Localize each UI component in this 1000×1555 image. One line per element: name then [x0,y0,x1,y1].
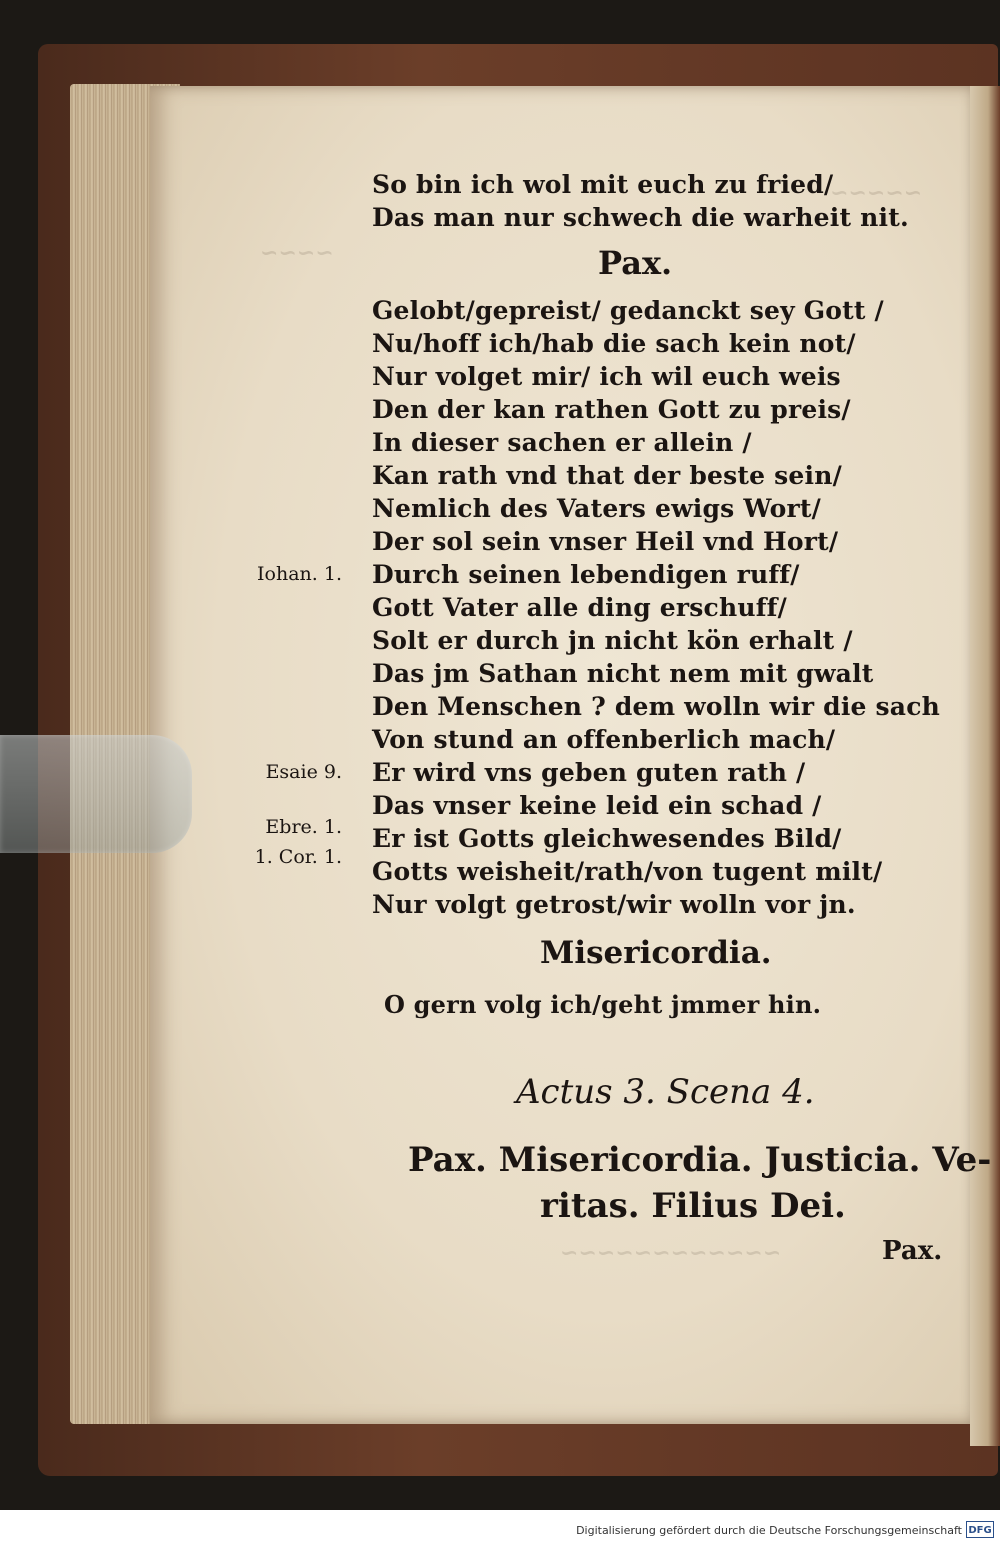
margin-note-ebre: Ebre. 1. [265,816,342,838]
margin-note-johan: Iohan. 1. [257,563,342,585]
margin-note-esaie: Esaie 9. [265,761,342,783]
misericordia-line: O gern volg ich/geht jmmer hin. [384,990,822,1019]
speaker-heading-pax: Pax. [598,244,673,282]
credit-bar [0,1510,1000,1555]
verse-line: Gotts weisheit/rath/von tugent milt/ [372,857,883,886]
verse-line: Nemlich des Vaters ewigs Wort/ [372,494,821,523]
verse-line: In dieser sachen er allein / [372,428,752,457]
catchword: Pax. [882,1236,943,1266]
verse-line: Gelobt/gepreist/ gedanckt sey Gott / [372,296,884,325]
verse-line: Der sol sein vnser Heil vnd Hort/ [372,527,839,556]
verse-line: Das man nur schwech die warheit nit. [372,203,909,232]
verse-line: Das vnser keine leid ein schad / [372,791,822,820]
page-clip [0,735,192,853]
verse-line: Kan rath vnd that der beste sein/ [372,461,842,490]
verse-line: Nur volget mir/ ich wil euch weis [372,362,841,391]
verse-line: Das jm Sathan nicht nem mit gwalt [372,659,874,688]
verse-line: Den Menschen ? dem wolln wir die sach [372,692,940,721]
verse-line: Von stund an offenberlich mach/ [372,725,836,754]
act-scene-heading: Actus 3. Scena 4. [516,1072,815,1112]
verse-line: Durch seinen lebendigen ruff/ [372,560,800,589]
verse-line: Er wird vns geben guten rath / [372,758,806,787]
page-fold [970,86,1000,1446]
dfg-logo: DFG [966,1521,994,1538]
funding-credit: Digitalisierung gefördert durch die Deutsche Forschungsgemeinschaft [576,1524,962,1537]
verse-line: Nur volgt getrost/wir wolln vor jn. [372,890,856,919]
verse-line: Er ist Gotts gleichwesendes Bild/ [372,824,842,853]
verse-line: Gott Vater alle ding erschuff/ [372,593,787,622]
characters-line: ritas. Filius Dei. [540,1186,846,1226]
margin-note-cor: 1. Cor. 1. [254,846,342,868]
verse-line: Solt er durch jn nicht kön erhalt / [372,626,853,655]
verse-line: So bin ich wol mit euch zu fried/ [372,170,834,199]
verse-line: Nu/hoff ich/hab die sach kein not/ [372,329,856,358]
verse-line: Den der kan rathen Gott zu preis/ [372,395,851,424]
characters-line: Pax. Misericordia. Justicia. Ve- [408,1140,992,1180]
speaker-heading-misericordia: Misericordia. [540,935,772,971]
